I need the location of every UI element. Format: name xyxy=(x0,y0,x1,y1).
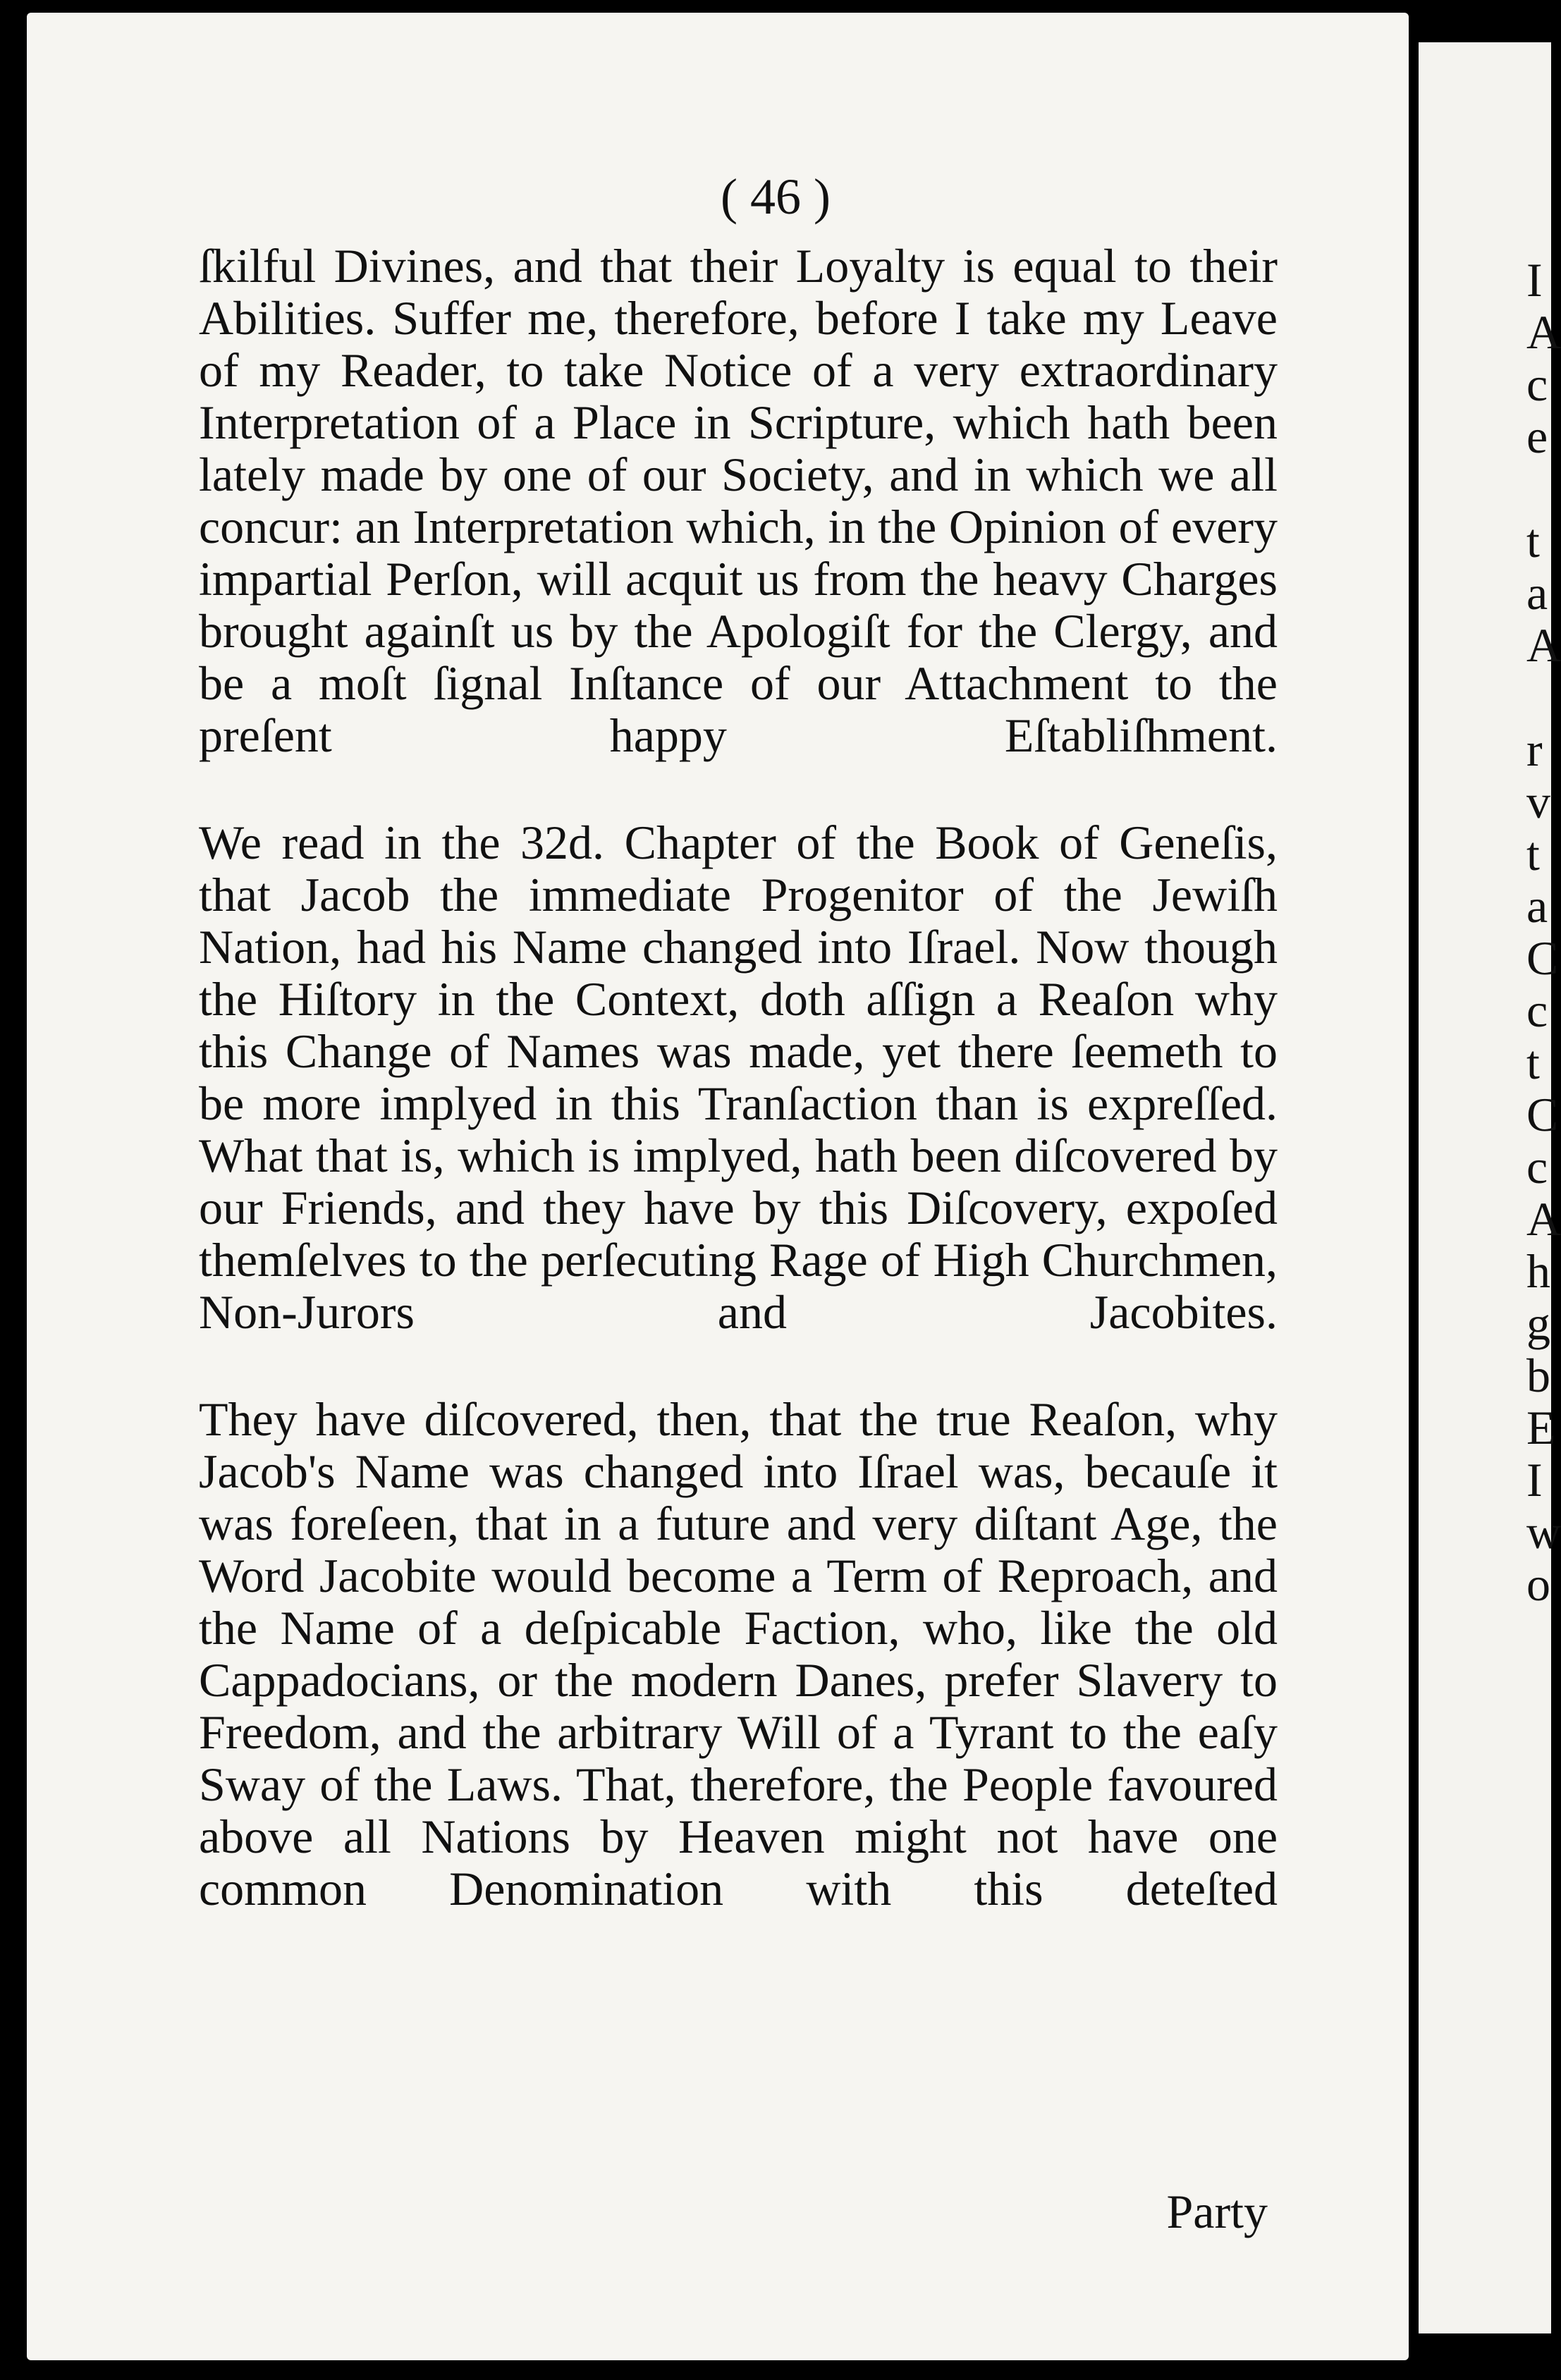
facing-page-letter: A xyxy=(1526,618,1561,672)
facing-page-letter: C xyxy=(1526,1088,1559,1141)
facing-page-letter: e xyxy=(1526,410,1548,463)
facing-page-letter xyxy=(1526,671,1555,723)
page-number: ( 46 ) xyxy=(721,168,831,225)
facing-page-letter: t xyxy=(1526,514,1540,568)
facing-page-letter: I xyxy=(1526,1453,1543,1507)
facing-page-letter: v xyxy=(1526,775,1550,828)
facing-page-letter: r xyxy=(1526,723,1543,776)
facing-page-letters xyxy=(1526,253,1561,1611)
paragraph-2: We read in the 32d. Chapter of the Book of Geneſis, that Jacob the immediate Progenitor of the Jewiſh Nation, had his Name changed into Iſrael. Now though the Hiſtory in the Context, doth aſſign a Reaſon why this Change of Names was made, yet there ſeemeth to be more implyed in this Tranſaction than is expreſſed. What that is, which is implyed, hath been diſcovered by our Friends, and they have by this Diſcovery, expoſed themſelves to the perſecuting Rage of High Churchmen, Non-Jurors and Jacobites. xyxy=(199,816,1278,1339)
facing-page-letter: E xyxy=(1526,1401,1556,1454)
facing-page-letter: A xyxy=(1526,305,1561,359)
facing-page-letter: I xyxy=(1526,253,1543,307)
facing-page-letter: g xyxy=(1526,1296,1550,1350)
facing-page-letter: c xyxy=(1526,1140,1548,1194)
facing-page-letter: a xyxy=(1526,566,1548,620)
facing-page-letter: t xyxy=(1526,827,1540,881)
facing-page-letter: a xyxy=(1526,879,1548,933)
facing-page-letter: w xyxy=(1526,1505,1561,1559)
facing-page-letter: c xyxy=(1526,983,1548,1037)
facing-page-letter: t xyxy=(1526,1036,1540,1089)
paragraph-3: They have diſcovered, then, that the true Reaſon, why Jacob's Name was changed into Iſrael was, becauſe it was foreſeen, that in a future and very diſtant Age, the Word Jacobite would become a Term of Reproach, and the Name of a deſpicable Faction, who, like the old Cappadocians, or the modern Danes, prefer Slavery to Freedom, and the arbitrary Will of a Tyrant to the eaſy Sway of the Laws. That, therefore, the People favoured above all Nations by Heaven might not have one common Denomination with this deteſted xyxy=(199,1392,1278,1915)
paragraph-1: ſkilful Divines, and that their Loyalty is equal to their Abilities. Suffer me, therefore, before I take my Leave of my Reader, to take Notice of a very extraordinary Interpretation of a Place in Scripture, which hath been lately made by one of our Society, and in which we all concur: an Interpretation which, in the Opinion of every impartial Perſon, will acquit us from the heavy Charges brought againſt us by the Apologiſt for the Clergy, and be a moſt ſignal Inſtance of our Attachment to the preſent happy Eſtabliſhment. xyxy=(199,239,1278,762)
facing-page-letter: c xyxy=(1526,357,1548,411)
body-text xyxy=(199,240,1278,1915)
facing-page-letter: C xyxy=(1526,931,1559,985)
facing-page-letter: A xyxy=(1526,1192,1561,1246)
facing-page-letter: h xyxy=(1526,1244,1550,1298)
facing-page-letter: b xyxy=(1526,1349,1550,1402)
page-gutter xyxy=(1409,0,1419,2380)
catchword: Party xyxy=(1166,2185,1268,2238)
facing-page-letter: o xyxy=(1526,1557,1550,1611)
facing-page-letter xyxy=(1526,462,1555,515)
